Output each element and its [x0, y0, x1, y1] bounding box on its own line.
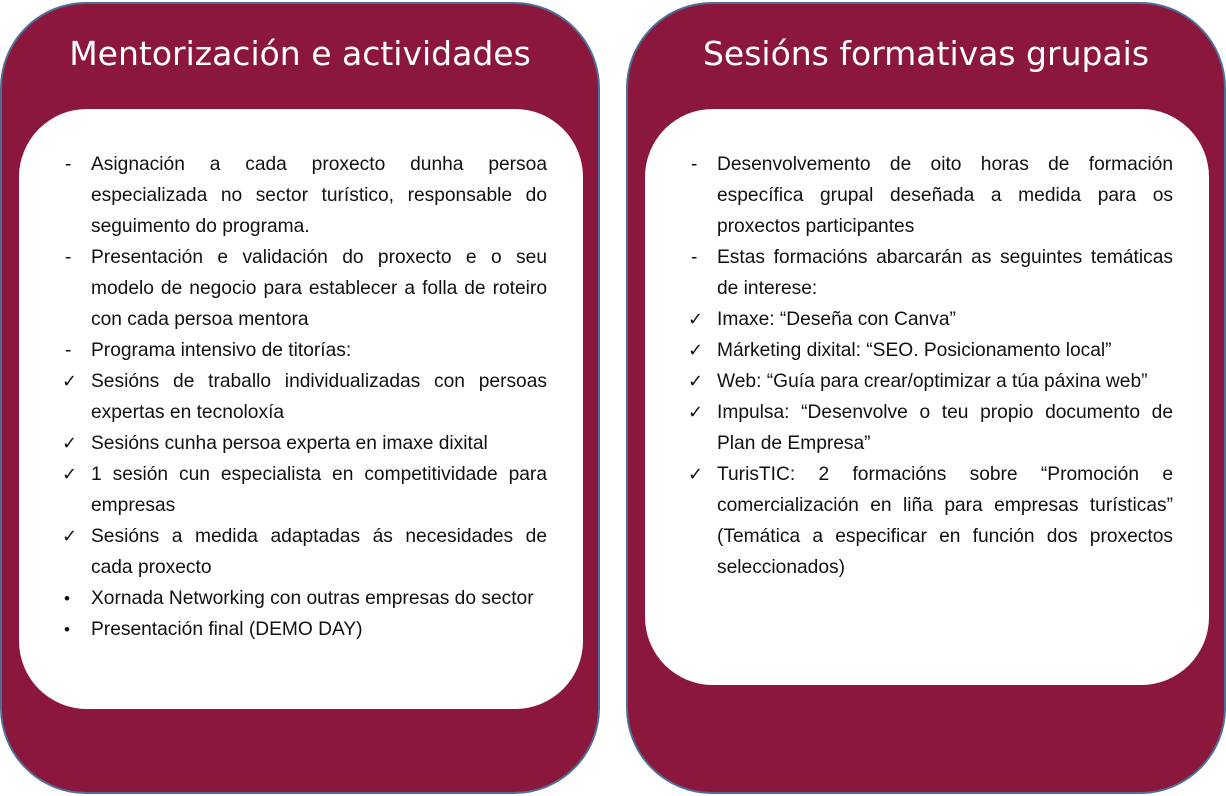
- list-item: [689, 459, 1173, 583]
- dash-marker: -: [65, 154, 72, 175]
- dash-marker: -: [65, 340, 72, 361]
- list-item: [689, 149, 1173, 242]
- list-item: [63, 242, 547, 335]
- item-text: Programa intensivo de titorías:: [91, 340, 352, 361]
- list-item: [689, 242, 1173, 304]
- item-text: Presentación final (DEMO DAY): [91, 619, 363, 640]
- checkmark-icon: ✓: [62, 433, 78, 453]
- item-list: [689, 149, 1173, 583]
- item-text: Imaxe: “Deseña con Canva”: [717, 309, 956, 330]
- panel-title: Mentorización e actividades: [69, 34, 531, 73]
- dash-marker: -: [65, 247, 72, 268]
- item-text: Presentación e validación do proxecto e o seu modelo de negocio para establecer a folla de roteiro con cada persoa mentora: [91, 247, 547, 330]
- item-text: Impulsa: “Desenvolve o teu propio documento de Plan de Empresa”: [717, 402, 1173, 454]
- panel-sesions-formativas: [626, 2, 1226, 794]
- panel-content-box: [19, 109, 583, 709]
- item-text: 1 sesión cun especialista en competitividade para empresas: [91, 464, 547, 516]
- list-item: [63, 428, 547, 459]
- panel-mentorizacion: [0, 2, 600, 794]
- panel-content-box: [645, 109, 1209, 685]
- item-text: Sesións de traballo individualizadas con persoas expertas en tecnoloxía: [91, 371, 547, 423]
- checkmark-icon: ✓: [688, 464, 704, 484]
- list-item: [63, 459, 547, 521]
- bullet-icon: •: [64, 589, 70, 608]
- item-text: Sesións cunha persoa experta en imaxe dixital: [91, 433, 488, 454]
- list-item: [63, 366, 547, 428]
- dash-marker: -: [691, 247, 698, 268]
- checkmark-icon: ✓: [62, 464, 78, 484]
- panel-title: Sesións formativas grupais: [702, 34, 1150, 73]
- checkmark-icon: ✓: [688, 340, 704, 360]
- checkmark-icon: ✓: [688, 371, 704, 391]
- item-text: Desenvolvemento de oito horas de formación específica grupal deseñada a medida para os proxectos participantes: [717, 154, 1173, 237]
- item-text: TurisTIC: 2 formacións sobre “Promoción e comercialización en liña para empresas turísticas” (Temática a especificar en función dos proxectos seleccionados): [717, 464, 1173, 578]
- item-text: Web: “Guía para crear/optimizar a túa páxina web”: [717, 371, 1148, 392]
- list-item: [689, 366, 1173, 397]
- item-text: Xornada Networking con outras empresas do sector: [91, 588, 534, 609]
- list-item: [63, 521, 547, 583]
- checkmark-icon: ✓: [62, 371, 78, 391]
- list-item: [63, 149, 547, 242]
- list-item: [689, 335, 1173, 366]
- item-text: Sesións a medida adaptadas ás necesidades de cada proxecto: [91, 526, 547, 578]
- bullet-icon: •: [64, 620, 70, 639]
- item-text: Márketing dixital: “SEO. Posicionamento local”: [717, 340, 1112, 361]
- list-item: [63, 583, 547, 614]
- dash-marker: -: [691, 154, 698, 175]
- list-item: [63, 335, 547, 366]
- checkmark-icon: ✓: [688, 309, 704, 329]
- list-item: [63, 614, 547, 645]
- checkmark-icon: ✓: [688, 402, 704, 422]
- list-item: [689, 397, 1173, 459]
- item-list: [63, 149, 547, 645]
- checkmark-icon: ✓: [62, 526, 78, 546]
- item-text: Estas formacións abarcarán as seguintes temáticas de interese:: [717, 247, 1173, 299]
- list-item: [689, 304, 1173, 335]
- item-text: Asignación a cada proxecto dunha persoa especializada no sector turístico, responsable do seguimento do programa.: [91, 154, 547, 237]
